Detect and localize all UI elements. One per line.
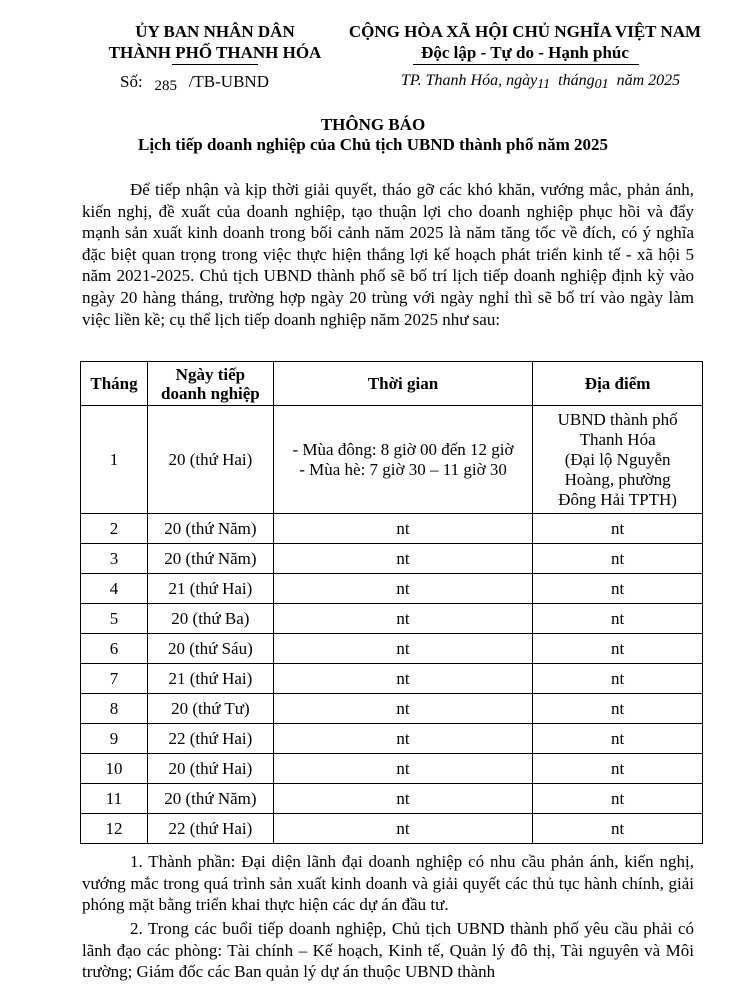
cell-month: 9 — [81, 724, 148, 754]
cell-place: nt — [533, 754, 703, 784]
cell-date: 20 (thứ Sáu) — [147, 634, 273, 664]
cell-date: 22 (thứ Hai) — [147, 724, 273, 754]
cell-time: nt — [273, 634, 532, 664]
cell-month: 12 — [81, 814, 148, 844]
document-date — [401, 72, 680, 90]
header-time: Thời gian — [273, 362, 532, 406]
cell-time: nt — [273, 604, 532, 634]
cell-time: nt — [273, 724, 532, 754]
item-1-paragraph: 1. Thành phần: Đại diện lãnh đại doanh nghiệp có nhu cầu phản ánh, kiến nghị, vướng mắc trong quá trình sản xuất kinh doanh và giải quyết các thủ tục hành chính, giải phóng mặt bằng triển khai thực hiện các dự án đầu tư. — [82, 852, 694, 915]
time-summer: - Mùa hè: 7 giờ 30 – 11 giờ 30 — [299, 459, 507, 479]
cell-time: nt — [273, 784, 532, 814]
table-row — [81, 634, 703, 664]
motto-underline — [413, 64, 639, 65]
cell-month: 10 — [81, 754, 148, 784]
place-line-4: Hoàng, phường — [564, 469, 671, 489]
cell-month: 8 — [81, 694, 148, 724]
cell-time: nt — [273, 664, 532, 694]
cell-place — [533, 406, 703, 514]
authority-line-2: THÀNH PHỐ THANH HÓA — [108, 43, 322, 62]
item-2-paragraph: 2. Trong các buổi tiếp doanh nghiệp, Chủ tịch UBND thành phố yêu cầu phải có lãnh đạo các phòng: Tài chính – Kế hoạch, Kinh tế, Quản lý đô thị, Tài nguyên và Môi trường; Giám đốc các Ban quản lý dự án thuộc UBND thành — [82, 919, 694, 982]
cell-date: 22 (thứ Hai) — [147, 814, 273, 844]
cell-place: nt — [533, 814, 703, 844]
cell-date: 20 (thứ Hai) — [147, 754, 273, 784]
table-row — [81, 406, 703, 514]
cell-time: nt — [273, 574, 532, 604]
date-year: năm 2025 — [616, 72, 681, 89]
cell-month: 2 — [81, 514, 148, 544]
intro-paragraph: Để tiếp nhận và kịp thời giải quyết, tháo gỡ các khó khăn, vướng mắc, phản ánh, kiến nghị, đề xuất của doanh nghiệp, tạo thuận lợi cho doanh nghiệp phục hồi và đẩy mạnh sản xuất kinh doanh trong bối cảnh năm 2025 là năm tăng tốc về đích, có ý nghĩa đặc biệt quan trọng trong việc thực hiện thắng lợi kế hoạch phát triển kinh tế - xã hội 5 năm 2021-2025. Chủ tịch UBND thành phố sẽ bố trí lịch tiếp doanh nghiệp định kỳ vào ngày 20 hàng tháng, trường hợp ngày 20 trùng với ngày nghỉ thì sẽ bố trí vào ngày làm việc liền kề; cụ thể lịch tiếp doanh nghiệp năm 2025 như sau: — [82, 180, 694, 329]
cell-place: nt — [533, 784, 703, 814]
place-line-2: Thanh Hóa — [579, 429, 656, 449]
place-line-5: Đông Hải TPTH) — [558, 489, 677, 509]
table-header-row — [81, 362, 703, 406]
table-row — [81, 604, 703, 634]
cell-time: nt — [273, 514, 532, 544]
table-row — [81, 514, 703, 544]
cell-place: nt — [533, 604, 703, 634]
cell-date: 20 (thứ Năm) — [147, 784, 273, 814]
document-title: THÔNG BÁO — [320, 115, 426, 134]
cell-place: nt — [533, 634, 703, 664]
cell-date: 20 (thứ Hai) — [147, 406, 273, 514]
table-row — [81, 694, 703, 724]
header-date — [147, 362, 273, 406]
table-row — [81, 724, 703, 754]
cell-month: 5 — [81, 604, 148, 634]
cell-time: nt — [273, 544, 532, 574]
cell-time: nt — [273, 754, 532, 784]
cell-time: nt — [273, 694, 532, 724]
cell-month: 1 — [81, 406, 148, 514]
so-number: 285 — [154, 78, 177, 94]
cell-date: 20 (thứ Tư) — [147, 694, 273, 724]
cell-date: 21 (thứ Hai) — [147, 664, 273, 694]
cell-place: nt — [533, 514, 703, 544]
motto: Độc lập - Tự do - Hạnh phúc — [421, 43, 629, 62]
authority-line-1: ỦY BAN NHÂN DÂN — [135, 22, 295, 41]
so-suffix: /TB-UBND — [188, 72, 269, 91]
schedule-table — [80, 361, 703, 844]
cell-month: 7 — [81, 664, 148, 694]
header-date-line-1: Ngày tiếp — [175, 364, 246, 384]
national-motto — [335, 21, 715, 63]
issuing-authority — [70, 21, 360, 63]
date-prefix: TP. Thanh Hóa, ngày — [401, 72, 538, 89]
header-date-line-2: doanh nghiệp — [161, 383, 260, 403]
cell-month: 3 — [81, 544, 148, 574]
cell-date: 21 (thứ Hai) — [147, 574, 273, 604]
place-line-3: (Đại lộ Nguyễn — [564, 449, 671, 469]
document-number — [120, 72, 269, 92]
cell-place: nt — [533, 694, 703, 724]
date-day: 11 — [537, 77, 551, 92]
table-row — [81, 574, 703, 604]
so-label: Số: — [120, 72, 143, 91]
cell-date: 20 (thứ Năm) — [147, 544, 273, 574]
cell-date: 20 (thứ Năm) — [147, 514, 273, 544]
authority-underline — [172, 64, 258, 65]
document-subtitle: Lịch tiếp doanh nghiệp của Chủ tịch UBND thành phố năm 2025 — [138, 135, 608, 154]
cell-place: nt — [533, 574, 703, 604]
table-row — [81, 784, 703, 814]
nation-name: CỘNG HÒA XÃ HỘI CHỦ NGHĨA VIỆT NAM — [348, 22, 702, 41]
date-month: 01 — [594, 77, 609, 92]
cell-time: nt — [273, 814, 532, 844]
header-month: Tháng — [81, 362, 148, 406]
cell-place: nt — [533, 724, 703, 754]
cell-month: 6 — [81, 634, 148, 664]
table-row — [81, 664, 703, 694]
place-line-1: UBND thành phố — [557, 409, 678, 429]
cell-month: 4 — [81, 574, 148, 604]
cell-time — [273, 406, 532, 514]
table-row — [81, 544, 703, 574]
cell-place: nt — [533, 664, 703, 694]
date-month-label: tháng — [558, 72, 595, 89]
table-row — [81, 814, 703, 844]
cell-date: 20 (thứ Ba) — [147, 604, 273, 634]
table-row — [81, 754, 703, 784]
cell-month: 11 — [81, 784, 148, 814]
time-winter: - Mùa đông: 8 giờ 00 đến 12 giờ — [292, 439, 514, 459]
header-place: Địa điểm — [533, 362, 703, 406]
cell-place: nt — [533, 544, 703, 574]
